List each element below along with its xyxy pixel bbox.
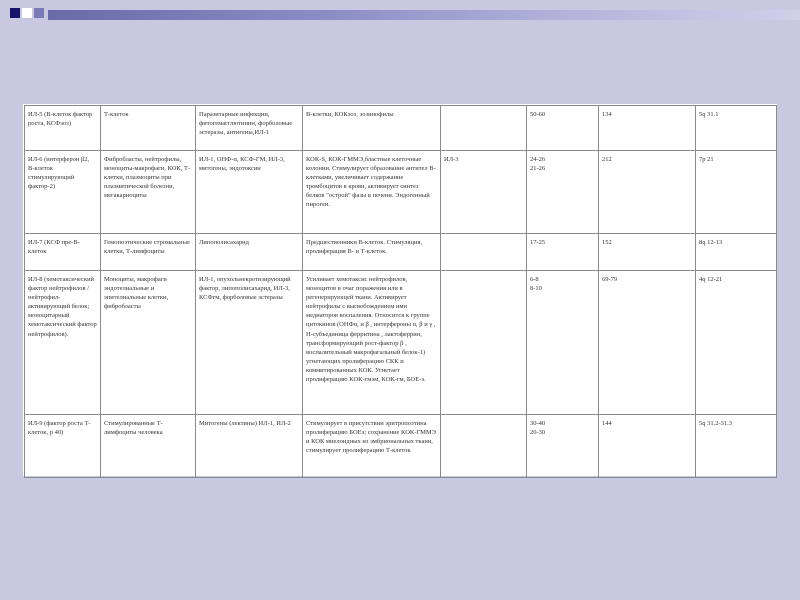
cell-name: ИЛ-5 (В-клеток фактор роста, КСФэоз): [25, 106, 101, 151]
cell-name: ИЛ-9 (фактор роста Т-клеток, р 40): [25, 415, 101, 478]
table-row: [25, 151, 777, 234]
cell-mw: 50-60: [527, 106, 599, 151]
cell-targets: Предшественники В-клеток. Стимуляция, пролиферация В- и Т-клеток.: [303, 234, 441, 271]
slide-header-decoration: [0, 0, 800, 28]
table-row: [25, 271, 777, 415]
cell-antagonist: [441, 415, 527, 478]
table-row: [25, 415, 777, 478]
cell-source: Моноциты, макрофаги эндотелиальные и эпителиальные клетки, фибробласты: [101, 271, 196, 415]
cell-antagonist: ИЛ-3: [441, 151, 527, 234]
decor-gradient-bar: [48, 10, 800, 20]
cell-aa: 69-79: [599, 271, 696, 415]
cell-source: Т-клеток: [101, 106, 196, 151]
cell-targets: КОК-S, КОК-ГММЭ,бластные клеточные колонии. Стимулирует образование антител В-клетками, увеличивает содержание тромбоцитов в крови, активирует синтез белков "острой" фазы в печени. Эндогенный пироген.: [303, 151, 441, 234]
cell-targets: Усиливает хемотаксис нейтрофилов, моноцитов в очаг поражения или в регенерирующей ткани. Активирует нейтрофилы с высвобождением ими медиаторов воспаления. Относится к группе цитокинов (ОНФα, и β , интерфероны α, β и γ , Н-субъединица ферритина , лактоферрин, трансформирующий рост-фактор β , воспалительный макрофагальный белок-1) угнетающих пролиферацию СКК и коммитированных КОК. Угнетает пролиферацию КОК-гмэм, КОК-гм, БОЕ-э.: [303, 271, 441, 415]
table-body: [25, 106, 777, 478]
cell-inducers: Липополисахарид: [196, 234, 303, 271]
cell-name: ИЛ-6 (интерферон β2, В-клеток стимулирующий фактор-2): [25, 151, 101, 234]
interleukin-table: [24, 105, 777, 478]
cell-aa: 134: [599, 106, 696, 151]
cell-name: ИЛ-8 (хемотаксический фактор нейтрофилов / нейтрофил-активирующий белок; моноцитарный хемотаксический фактор нейтрофилов).: [25, 271, 101, 415]
cell-inducers: ИЛ-1, ОНФ-α, КСФ-ГМ, ИЛ-3, митогены, эндотоксин: [196, 151, 303, 234]
cell-chromosome: 4q 12-21: [696, 271, 777, 415]
cell-mw: 17-25: [527, 234, 599, 271]
cell-name: ИЛ-7 (КСФ пре-В-клеток: [25, 234, 101, 271]
cell-chromosome: 5q 31.1: [696, 106, 777, 151]
cell-mw: 6-8 8-10: [527, 271, 599, 415]
cell-source: Гемопоэтические стромальные клетки, Т-лимфоциты: [101, 234, 196, 271]
decor-square-dark: [10, 8, 20, 18]
cell-targets: В-клетки, КОКэоз, эозинофилы: [303, 106, 441, 151]
cell-aa: 212: [599, 151, 696, 234]
cell-source: Фибробласты, нейтрофилы, моноциты-макрофаги, КОК, Т-клетки, плазмоциты при плазмитической болезни, мегакариоциты: [101, 151, 196, 234]
cell-antagonist: [441, 234, 527, 271]
cell-aa: 152: [599, 234, 696, 271]
cell-inducers: Митогены (лектины) ИЛ-1, ИЛ-2: [196, 415, 303, 478]
cell-targets: Стимулирует в присутствии эритропоэтина пролиферацию БОЕэ; сохранение КОК-ГММЭ и КОК миелоидных из эмбриональных ткани, стимулирует пролиферацию Т-клеток: [303, 415, 441, 478]
cell-antagonist: [441, 271, 527, 415]
cell-chromosome: 5q 31.2-31.3: [696, 415, 777, 478]
cell-chromosome: 7р 21: [696, 151, 777, 234]
table-row: [25, 234, 777, 271]
decor-square-light: [22, 8, 32, 18]
cell-source: Стимулированные Т-лимфоциты человека: [101, 415, 196, 478]
cell-inducers: ИЛ-1, опухольнекротизирующий фактор, липополисахарид, ИЛ-3, КСФгм, форболовые эстеразы: [196, 271, 303, 415]
cell-mw: 30-40 20-30: [527, 415, 599, 478]
cell-inducers: Паразитарные инфекции, фитогемагглютинин, форболовые эстеразы, антигены,ИЛ-1: [196, 106, 303, 151]
decor-square-mid: [34, 8, 44, 18]
cell-chromosome: 8q 12-13: [696, 234, 777, 271]
cell-aa: 144: [599, 415, 696, 478]
cell-mw: 24-26 21-26: [527, 151, 599, 234]
cell-antagonist: [441, 106, 527, 151]
table-row: [25, 106, 777, 151]
